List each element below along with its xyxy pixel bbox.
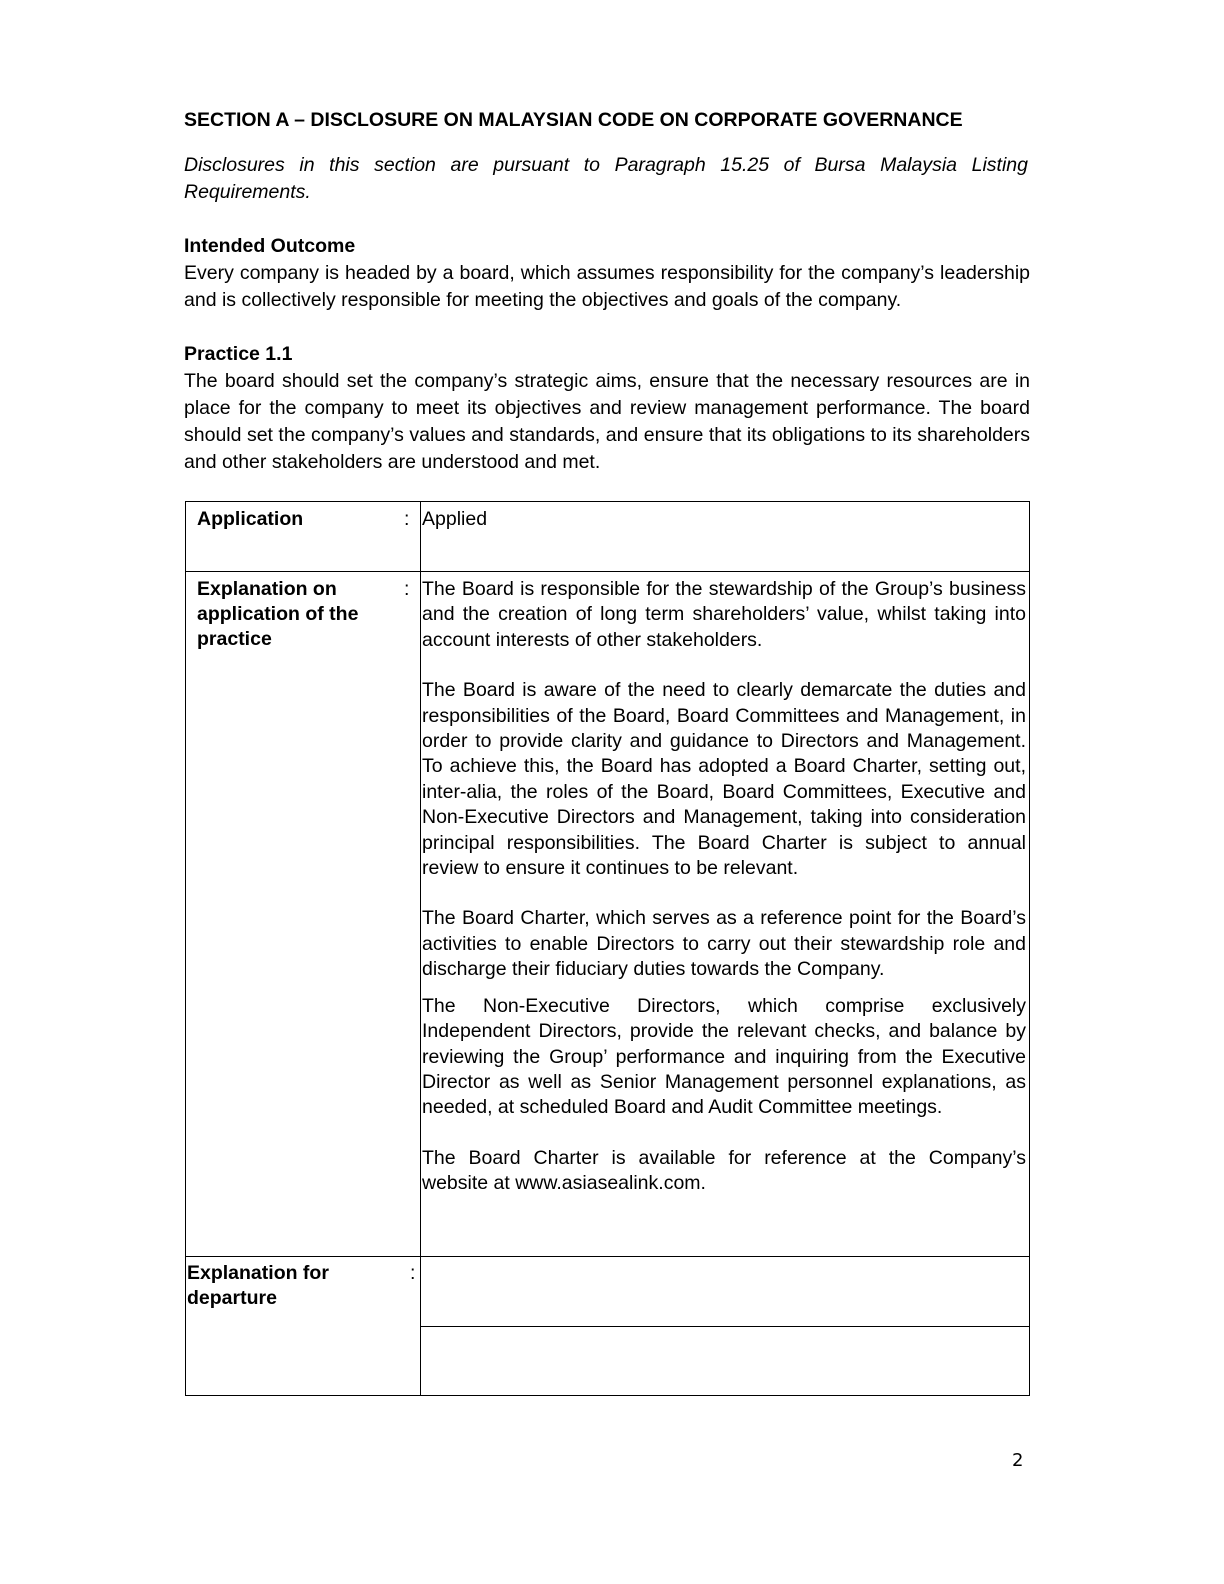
page-number: 2 [1012,1450,1024,1471]
application-label: Application [197,508,304,530]
row-divider [186,1256,1029,1257]
intended-outcome-block [184,233,1030,314]
explanation-separator: : [404,578,410,600]
application-value: Applied [422,508,488,530]
explanation-paragraph: The Board Charter, which serves as a reference point for the Board’s activities to enable Directors to carry out their stewardship role and discharge their fiduciary duties towards the Company. [422,907,1026,981]
explanation-paragraph: The Non-Executive Directors, which comprise exclusively Independent Directors, provide the relevant checks, and balance by reviewing the Group’ performance and inquiring from the Executive Director as well as Senior Management personnel explanations, as needed, at scheduled Board and Audit Committee meetings. [422,994,1026,1119]
explanation-value [422,577,1026,1222]
explanation-paragraph: The Board Charter is available for reference at the Company’s website at www.asiasealink.com. [422,1146,1026,1195]
application-separator: : [404,508,410,530]
explanation-paragraph: The Board is aware of the need to clearly demarcate the duties and responsibilities of the Board, Board Committees and Management, in order to provide clarity and guidance to Directors and Management. To achieve this, the Board has adopted a Board Charter, setting out, inter-alia, the roles of the Board, Board Committees, Executive and Non-Executive Directors and Management, taking into consideration principal responsibilities. The Board Charter is subject to annual review to ensure it continues to be relevant. [422,679,1026,880]
row-divider [420,1326,1030,1327]
section-title: SECTION A – DISCLOSURE ON MALAYSIAN CODE ON CORPORATE GOVERNANCE [184,109,963,131]
row-divider [186,571,1029,572]
column-divider [420,502,421,1395]
intended-outcome-text: Every company is headed by a board, which assumes responsibility for the company’s leadership and is collectively responsible for meeting the objectives and goals of the company. [184,262,1030,311]
explanation-paragraph: The Board is responsible for the stewardship of the Group’s business and the creation of long term shareholders’ value, whilst taking into account interests of other stakeholders. [422,578,1026,651]
intro-text: Disclosures in this section are pursuant to Paragraph 15.25 of Bursa Malaysia Listing Requirements. [184,154,1028,203]
explanation-label: Explanation on application of the practice [197,578,359,650]
disclosure-table [185,501,1030,1396]
practice-heading: Practice 1.1 [184,343,293,365]
departure-label: Explanation for departure [187,1262,329,1309]
intended-outcome-heading: Intended Outcome [184,235,356,257]
departure-separator: : [410,1262,416,1284]
practice-block [184,341,1030,476]
practice-text: The board should set the company’s strategic aims, ensure that the necessary resources are in place for the company to meet its objectives and review management performance. The board should set the company’s values and standards, and ensure that its obligations to its shareholders and other stakeholders are understood and met. [184,370,1030,473]
